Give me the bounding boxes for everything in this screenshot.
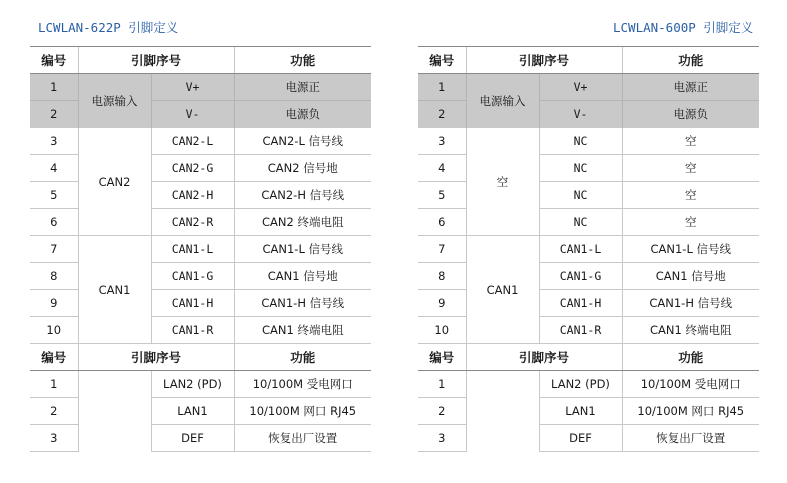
pin-name: DEF xyxy=(151,425,234,452)
pin-name: CAN1-R xyxy=(151,317,234,344)
pin-name: V- xyxy=(539,101,622,128)
pin-name: DEF xyxy=(539,425,622,452)
table-row xyxy=(30,74,371,101)
pin-name: CAN2-H xyxy=(151,182,234,209)
header-func: 功能 xyxy=(622,344,759,371)
pin-name: V+ xyxy=(151,74,234,101)
pin-function: CAN2 终端电阻 xyxy=(234,209,371,236)
pin-number: 9 xyxy=(418,290,466,317)
pin-name: CAN1-H xyxy=(539,290,622,317)
pin-function: CAN2-H 信号线 xyxy=(234,182,371,209)
header-func: 功能 xyxy=(622,47,759,74)
pin-number: 6 xyxy=(418,209,466,236)
header-num: 编号 xyxy=(418,47,466,74)
header-pinseq: 引脚序号 xyxy=(466,47,622,74)
pin-name: LAN1 xyxy=(151,398,234,425)
pin-number: 5 xyxy=(30,182,78,209)
pin-number: 7 xyxy=(418,236,466,263)
pin-function: CAN1 信号地 xyxy=(234,263,371,290)
pin-name: CAN1-R xyxy=(539,317,622,344)
table-row xyxy=(30,371,371,398)
pin-name: CAN1-L xyxy=(539,236,622,263)
header-pinseq: 引脚序号 xyxy=(78,344,234,371)
pin-function: 电源正 xyxy=(622,74,759,101)
table-title-622p: LCWLAN-622P 引脚定义 xyxy=(38,20,179,35)
pin-table-600p xyxy=(418,46,759,452)
table-header-secondary xyxy=(418,344,759,371)
table-row xyxy=(418,74,759,101)
table-header xyxy=(30,47,371,74)
pin-number: 4 xyxy=(30,155,78,182)
pin-function: 恢复出厂设置 xyxy=(234,425,371,452)
pin-name: V- xyxy=(151,101,234,128)
pin-number: 3 xyxy=(30,425,78,452)
pin-function: 电源正 xyxy=(234,74,371,101)
group-label-power: 电源输入 xyxy=(78,74,151,128)
header-pinseq: 引脚序号 xyxy=(466,344,622,371)
table-row xyxy=(418,236,759,263)
table-title-600p: LCWLAN-600P 引脚定义 xyxy=(613,20,754,35)
pin-function: 电源负 xyxy=(234,101,371,128)
pin-function: 空 xyxy=(622,155,759,182)
pin-function: 恢复出厂设置 xyxy=(622,425,759,452)
pin-function: CAN1-H 信号线 xyxy=(234,290,371,317)
pin-number: 8 xyxy=(418,263,466,290)
pin-function: 10/100M 受电网口 xyxy=(622,371,759,398)
pin-name: CAN1-H xyxy=(151,290,234,317)
table-row xyxy=(30,128,371,155)
pin-name: CAN1-L xyxy=(151,236,234,263)
pin-function: 10/100M 网口 RJ45 xyxy=(234,398,371,425)
table-row xyxy=(30,236,371,263)
pin-number: 3 xyxy=(418,425,466,452)
pin-number: 6 xyxy=(30,209,78,236)
header-num: 编号 xyxy=(418,344,466,371)
pin-name: NC xyxy=(539,182,622,209)
group-label-empty xyxy=(466,371,539,452)
header-pinseq: 引脚序号 xyxy=(78,47,234,74)
pin-name: NC xyxy=(539,128,622,155)
pin-name: CAN1-G xyxy=(539,263,622,290)
pin-name: NC xyxy=(539,209,622,236)
group-label-power: 电源输入 xyxy=(466,74,539,128)
pin-function: CAN1 信号地 xyxy=(622,263,759,290)
pin-name: CAN2-G xyxy=(151,155,234,182)
pin-number: 5 xyxy=(418,182,466,209)
pin-function: 10/100M 受电网口 xyxy=(234,371,371,398)
pin-function: 空 xyxy=(622,182,759,209)
table-header-secondary xyxy=(30,344,371,371)
pin-number: 1 xyxy=(30,74,78,101)
pin-name: LAN2 (PD) xyxy=(151,371,234,398)
group-label-can2: CAN2 xyxy=(78,128,151,236)
table-row xyxy=(418,371,759,398)
pin-number: 2 xyxy=(30,398,78,425)
pin-function: CAN1-L 信号线 xyxy=(622,236,759,263)
pin-function: 空 xyxy=(622,209,759,236)
pin-number: 1 xyxy=(418,74,466,101)
group-label-empty: 空 xyxy=(466,128,539,236)
header-num: 编号 xyxy=(30,47,78,74)
pin-function: 电源负 xyxy=(622,101,759,128)
pin-number: 2 xyxy=(418,398,466,425)
header-num: 编号 xyxy=(30,344,78,371)
group-label-can1: CAN1 xyxy=(466,236,539,344)
pin-number: 2 xyxy=(30,101,78,128)
group-label-can1: CAN1 xyxy=(78,236,151,344)
pin-number: 7 xyxy=(30,236,78,263)
pin-number: 10 xyxy=(30,317,78,344)
table-header xyxy=(418,47,759,74)
pin-function: CAN2-L 信号线 xyxy=(234,128,371,155)
pin-name: CAN2-R xyxy=(151,209,234,236)
pin-name: V+ xyxy=(539,74,622,101)
pin-number: 10 xyxy=(418,317,466,344)
pin-name: CAN2-L xyxy=(151,128,234,155)
pin-number: 9 xyxy=(30,290,78,317)
pin-number: 1 xyxy=(30,371,78,398)
pin-function: 空 xyxy=(622,128,759,155)
pin-name: LAN1 xyxy=(539,398,622,425)
pin-function: CAN2 信号地 xyxy=(234,155,371,182)
table-row xyxy=(418,128,759,155)
pin-function: 10/100M 网口 RJ45 xyxy=(622,398,759,425)
pin-function: CAN1 终端电阻 xyxy=(622,317,759,344)
group-label-empty xyxy=(78,371,151,452)
pin-function: CAN1 终端电阻 xyxy=(234,317,371,344)
header-func: 功能 xyxy=(234,47,371,74)
pin-number: 3 xyxy=(30,128,78,155)
pin-name: LAN2 (PD) xyxy=(539,371,622,398)
pin-function: CAN1-L 信号线 xyxy=(234,236,371,263)
pin-number: 3 xyxy=(418,128,466,155)
pin-number: 1 xyxy=(418,371,466,398)
pin-number: 4 xyxy=(418,155,466,182)
pin-table-622p xyxy=(30,46,371,452)
pin-number: 2 xyxy=(418,101,466,128)
header-func: 功能 xyxy=(234,344,371,371)
pin-function: CAN1-H 信号线 xyxy=(622,290,759,317)
pin-number: 8 xyxy=(30,263,78,290)
pin-name: CAN1-G xyxy=(151,263,234,290)
pin-name: NC xyxy=(539,155,622,182)
